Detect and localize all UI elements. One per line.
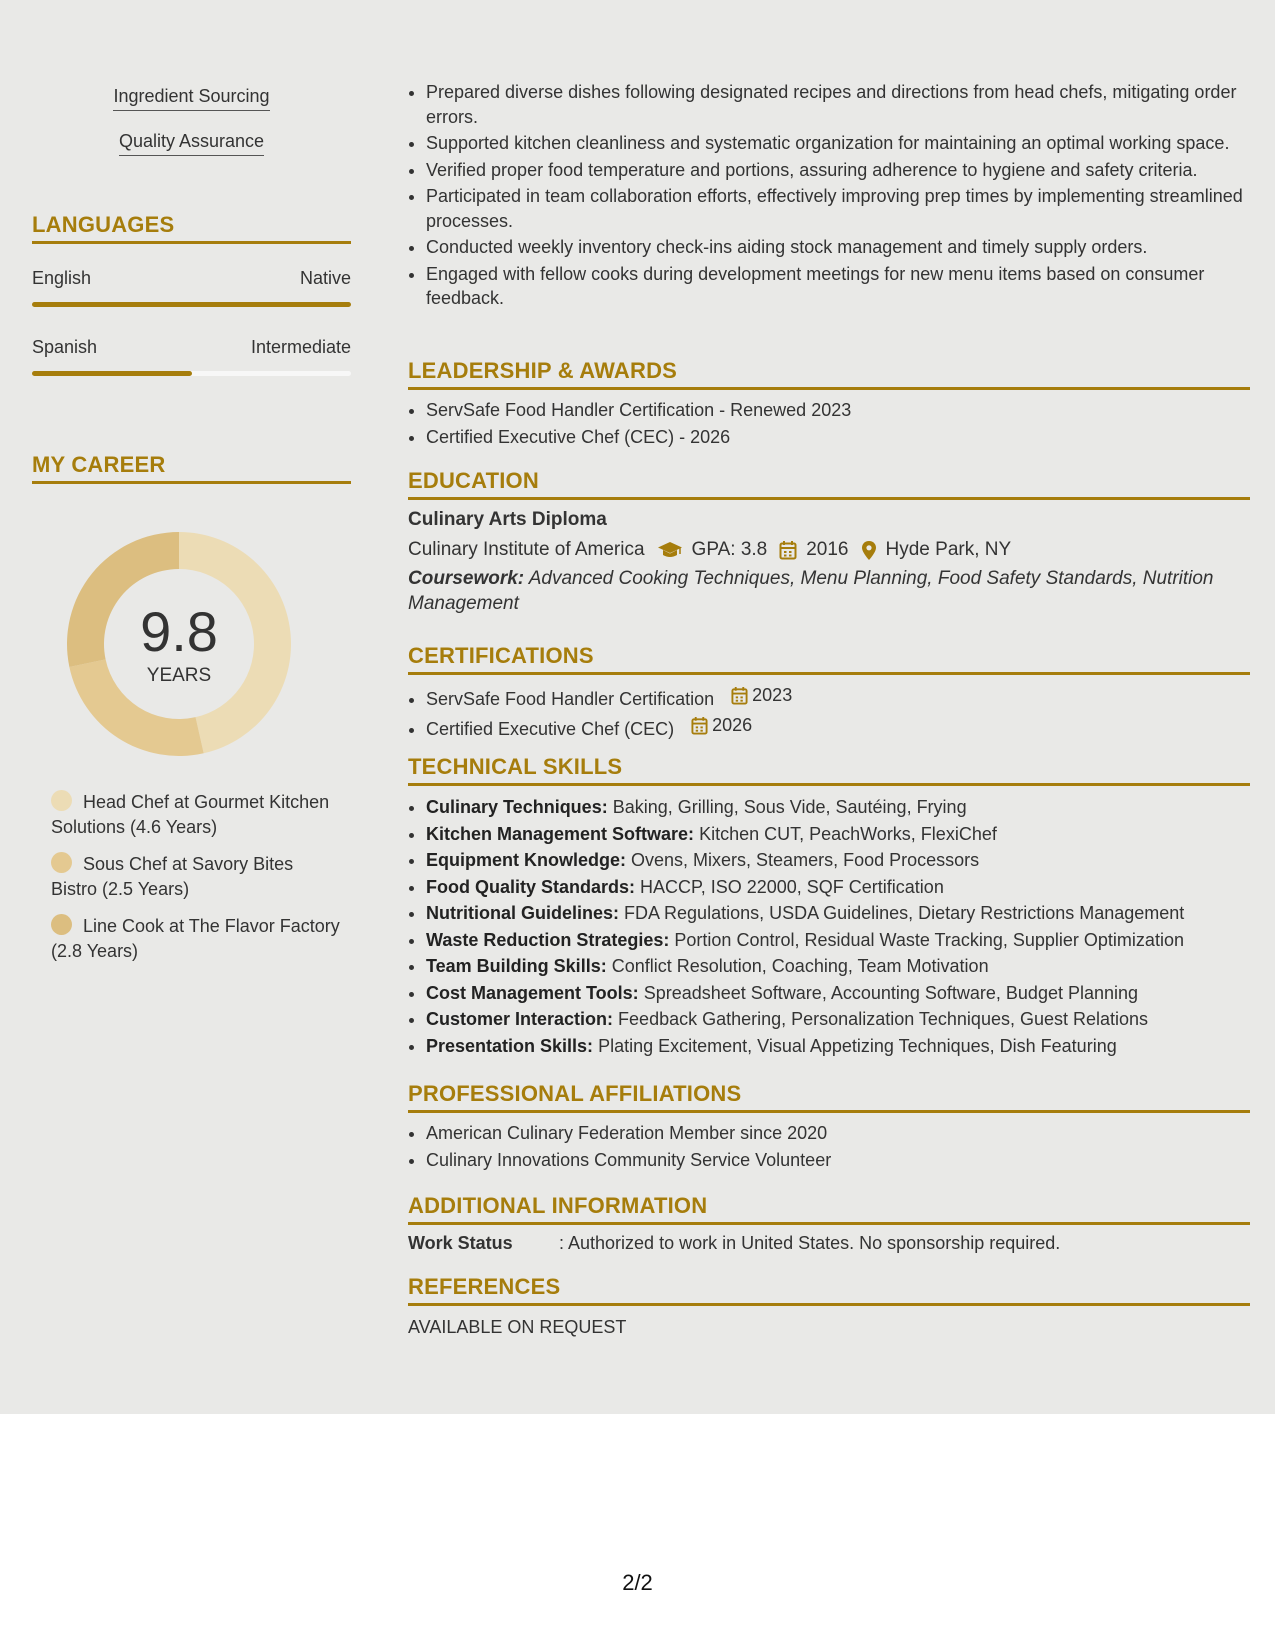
education-school: Culinary Institute of America bbox=[408, 539, 645, 560]
skill-value: FDA Regulations, USDA Guidelines, Dietary Restrictions Management bbox=[624, 903, 1185, 923]
career-total-years: 9.8 bbox=[140, 600, 218, 663]
education-heading: EDUCATION bbox=[408, 468, 1250, 500]
certification-item bbox=[426, 683, 1268, 711]
language-bar bbox=[32, 371, 351, 376]
skill-label: Food Quality Standards: bbox=[426, 876, 636, 897]
certifications-list bbox=[408, 683, 1268, 744]
skill-value: Baking, Grilling, Sous Vide, Sautéing, Frying bbox=[612, 797, 967, 817]
legend-dot bbox=[51, 914, 72, 935]
education-coursework bbox=[408, 567, 1250, 616]
legend-dot bbox=[51, 790, 72, 811]
calendar-icon bbox=[779, 540, 797, 560]
skill-value: Feedback Gathering, Personalization Techniques, Guest Relations bbox=[618, 1009, 1149, 1029]
career-role: Sous Chef at Savory Bites Bistro (2.5 Years) bbox=[51, 854, 294, 899]
skill-tag-list bbox=[32, 86, 351, 176]
skill-label: Kitchen Management Software: bbox=[426, 823, 695, 844]
career-legend-item bbox=[51, 852, 341, 901]
coursework-text: Advanced Cooking Techniques, Menu Planning, Food Safety Standards, Nutrition Management bbox=[408, 568, 1214, 614]
page-number: 2/2 bbox=[622, 1570, 653, 1595]
skill-item bbox=[426, 928, 1268, 953]
work-status-label: Work Status bbox=[408, 1233, 513, 1253]
experience-bullet: • Prepared diverse dishes following designated recipes and directions from head chefs, mitigating order errors. bbox=[426, 80, 1268, 129]
education-entry bbox=[408, 509, 1250, 616]
work-status-value: : Authorized to work in United States. No sponsorship required. bbox=[559, 1233, 1061, 1253]
certification-year: 2026 bbox=[712, 715, 753, 736]
skill-label: Waste Reduction Strategies: bbox=[426, 929, 670, 950]
career-heading: MY CAREER bbox=[32, 452, 351, 484]
certification-name: ServSafe Food Handler Certification bbox=[426, 688, 715, 709]
references-text: AVAILABLE ON REQUEST bbox=[408, 1317, 627, 1337]
skill-tag: Ingredient Sourcing bbox=[113, 86, 269, 111]
skill-label: Customer Interaction: bbox=[426, 1009, 614, 1029]
donut-center bbox=[67, 532, 291, 756]
technical-skills-heading: TECHNICAL SKILLS bbox=[408, 754, 1250, 786]
location-pin-icon bbox=[861, 540, 877, 561]
leadership-item: • ServSafe Food Handler Certification - Renewed 2023 bbox=[426, 398, 1268, 423]
leadership-item: • Certified Executive Chef (CEC) - 2026 bbox=[426, 425, 1268, 450]
certification-name: Certified Executive Chef (CEC) bbox=[426, 719, 675, 739]
education-location: Hyde Park, NY bbox=[885, 539, 1012, 560]
language-level: Native bbox=[299, 268, 351, 288]
experience-bullets bbox=[408, 80, 1268, 313]
skill-item bbox=[426, 954, 1268, 979]
leadership-heading: LEADERSHIP & AWARDS bbox=[408, 358, 1250, 390]
career-legend-item bbox=[51, 790, 341, 839]
education-year: 2016 bbox=[806, 539, 849, 560]
experience-bullet: • Conducted weekly inventory check-ins aiding stock management and timely supply orders. bbox=[426, 235, 1268, 260]
skill-value: Portion Control, Residual Waste Tracking, Supplier Optimization bbox=[674, 929, 1184, 950]
language-level: Intermediate bbox=[250, 337, 351, 357]
skill-item bbox=[426, 1034, 1268, 1059]
affiliation-item: • American Culinary Federation Member since 2020 bbox=[426, 1121, 1268, 1146]
skill-value: Conflict Resolution, Coaching, Team Motivation bbox=[611, 956, 989, 976]
skill-label: Team Building Skills: bbox=[426, 956, 607, 976]
work-status-row bbox=[408, 1233, 1250, 1254]
references-heading: REFERENCES bbox=[408, 1274, 1250, 1306]
skill-value: Kitchen CUT, PeachWorks, FlexiChef bbox=[699, 823, 997, 844]
skill-label: Nutritional Guidelines: bbox=[426, 903, 620, 923]
skill-value: Plating Excitement, Visual Appetizing Techniques, Dish Featuring bbox=[598, 1035, 1117, 1056]
certifications-heading: CERTIFICATIONS bbox=[408, 643, 1250, 675]
certification-item bbox=[426, 713, 1268, 741]
skill-value: Spreadsheet Software, Accounting Software, Budget Planning bbox=[643, 982, 1139, 1003]
experience-bullet: • Verified proper food temperature and portions, assuring adherence to hygiene and safety criteria. bbox=[426, 158, 1268, 183]
experience-bullet: • Engaged with fellow cooks during development meetings for new menu items based on consumer feedback. bbox=[426, 262, 1268, 311]
graduation-cap-icon bbox=[657, 540, 683, 560]
education-degree: Culinary Arts Diploma bbox=[408, 509, 607, 530]
experience-bullet: • Supported kitchen cleanliness and systematic organization for maintaining an optimal working space. bbox=[426, 131, 1268, 156]
technical-skills-list bbox=[408, 795, 1268, 1060]
skill-item bbox=[426, 795, 1268, 820]
language-spanish bbox=[32, 337, 351, 376]
leadership-list bbox=[408, 398, 1268, 451]
education-meta bbox=[408, 539, 1250, 561]
language-english bbox=[32, 268, 351, 307]
affiliation-item: • Culinary Innovations Community Service Volunteer bbox=[426, 1148, 1268, 1173]
skill-label: Culinary Techniques: bbox=[426, 797, 608, 817]
legend-dot bbox=[51, 852, 72, 873]
career-legend-item bbox=[51, 914, 341, 963]
skill-item bbox=[426, 901, 1268, 926]
skill-item bbox=[426, 875, 1268, 900]
career-years-unit: YEARS bbox=[146, 665, 212, 686]
affiliations-heading: PROFESSIONAL AFFILIATIONS bbox=[408, 1081, 1250, 1113]
skill-value: Ovens, Mixers, Steamers, Food Processors bbox=[631, 850, 980, 870]
career-donut-chart bbox=[67, 532, 291, 756]
skill-item bbox=[426, 1007, 1268, 1032]
skill-item bbox=[426, 981, 1268, 1006]
career-legend bbox=[51, 790, 341, 976]
skill-tag: Quality Assurance bbox=[119, 131, 264, 156]
skill-label: Cost Management Tools: bbox=[426, 982, 639, 1003]
skill-label: Equipment Knowledge: bbox=[426, 850, 626, 870]
skill-value: HACCP, ISO 22000, SQF Certification bbox=[640, 876, 944, 897]
language-name: Spanish bbox=[32, 337, 98, 357]
education-gpa: GPA: 3.8 bbox=[691, 539, 768, 560]
skill-item bbox=[426, 822, 1268, 847]
career-role: Head Chef at Gourmet Kitchen Solutions (4.6 Years) bbox=[51, 792, 330, 837]
experience-bullet: • Participated in team collaboration efforts, effectively improving prep times by implementing streamlined processes. bbox=[426, 184, 1268, 233]
calendar-icon bbox=[731, 686, 748, 705]
skill-item bbox=[426, 848, 1268, 873]
additional-info-heading: ADDITIONAL INFORMATION bbox=[408, 1193, 1250, 1225]
coursework-label: Coursework: bbox=[408, 568, 525, 589]
skill-label: Presentation Skills: bbox=[426, 1035, 594, 1056]
calendar-icon bbox=[691, 716, 708, 735]
language-bar-fill bbox=[32, 302, 351, 307]
languages-heading: LANGUAGES bbox=[32, 212, 351, 244]
certification-year: 2023 bbox=[752, 685, 793, 705]
language-bar-fill bbox=[32, 371, 192, 376]
language-bar bbox=[32, 302, 351, 307]
affiliations-list bbox=[408, 1121, 1268, 1174]
language-name: English bbox=[32, 268, 92, 288]
career-role: Line Cook at The Flavor Factory (2.8 Years) bbox=[51, 916, 340, 961]
